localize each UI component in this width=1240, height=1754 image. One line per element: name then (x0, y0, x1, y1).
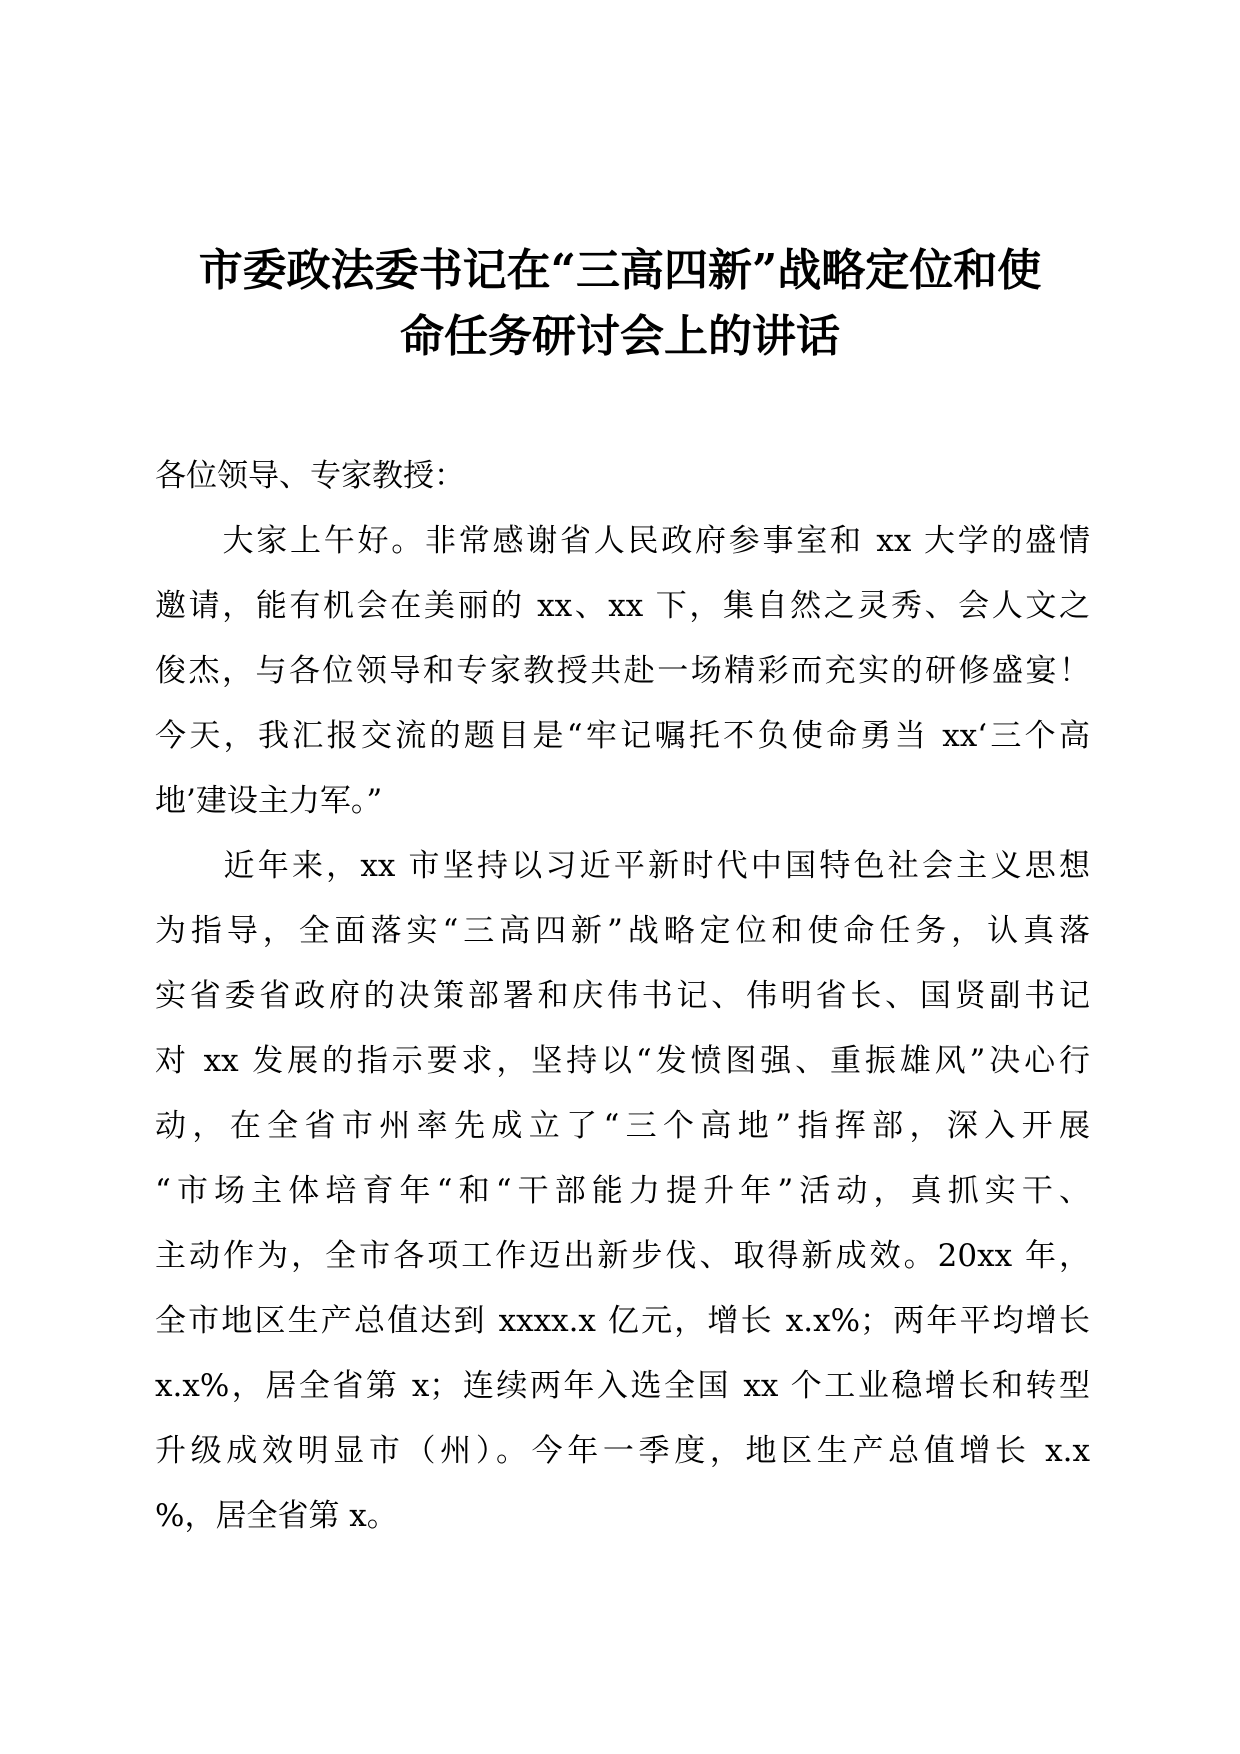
paragraph-line: 大家上午好。非常感谢省人民政府参事室和 xx 大学的盛情 (155, 523, 1090, 559)
paragraph-greeting (155, 509, 1090, 834)
paragraph-achievements (155, 834, 1090, 1549)
paragraph-line: x.x%，居全省第 x；连续两年入选全国 xx 个工业稳增长和转型 (155, 1368, 1090, 1404)
title-line: 命任务研讨会上的讲话 (400, 311, 840, 362)
paragraph-line: %，居全省第 x。 (155, 1498, 398, 1534)
paragraph-line: 邀请，能有机会在美丽的 xx、xx 下，集自然之灵秀、会人文之 (155, 588, 1090, 624)
paragraph-line: 主动作为，全市各项工作迈出新步伐、取得新成效。20xx 年， (155, 1238, 1090, 1274)
paragraph-line: 全市地区生产总值达到 xxxx.x 亿元，增长 x.x%；两年平均增长 (155, 1303, 1090, 1339)
salutation: 各位领导、专家教授： (155, 458, 465, 494)
paragraph-line: 今天，我汇报交流的题目是“牢记嘱托不负使命勇当 xx‘三个高 (155, 718, 1090, 754)
paragraph-line: 对 xx 发展的指示要求，坚持以“发愤图强、重振雄风”决心行 (155, 1043, 1090, 1079)
paragraph-line: 实省委省政府的决策部署和庆伟书记、伟明省长、国贤副书记 (155, 978, 1090, 1014)
paragraph-line: 近年来，xx 市坚持以习近平新时代中国特色社会主义思想 (155, 848, 1090, 884)
paragraph-line: “市场主体培育年“和“干部能力提升年”活动，真抓实干、 (155, 1173, 1090, 1209)
document-title (150, 238, 1090, 370)
paragraph-line: 俊杰，与各位领导和专家教授共赴一场精彩而充实的研修盛宴！ (155, 653, 1090, 689)
document-body (155, 444, 1090, 1549)
paragraph-line: 动，在全省市州率先成立了“三个高地”指挥部，深入开展 (155, 1108, 1090, 1144)
paragraph-line: 升级成效明显市（州）。今年一季度，地区生产总值增长 x.x (155, 1433, 1090, 1469)
paragraph-line: 地’建设主力军。” (155, 783, 383, 819)
paragraph-line: 为指导，全面落实“三高四新”战略定位和使命任务，认真落 (155, 913, 1090, 949)
title-line: 市委政法委书记在“三高四新”战略定位和使 (198, 245, 1042, 296)
